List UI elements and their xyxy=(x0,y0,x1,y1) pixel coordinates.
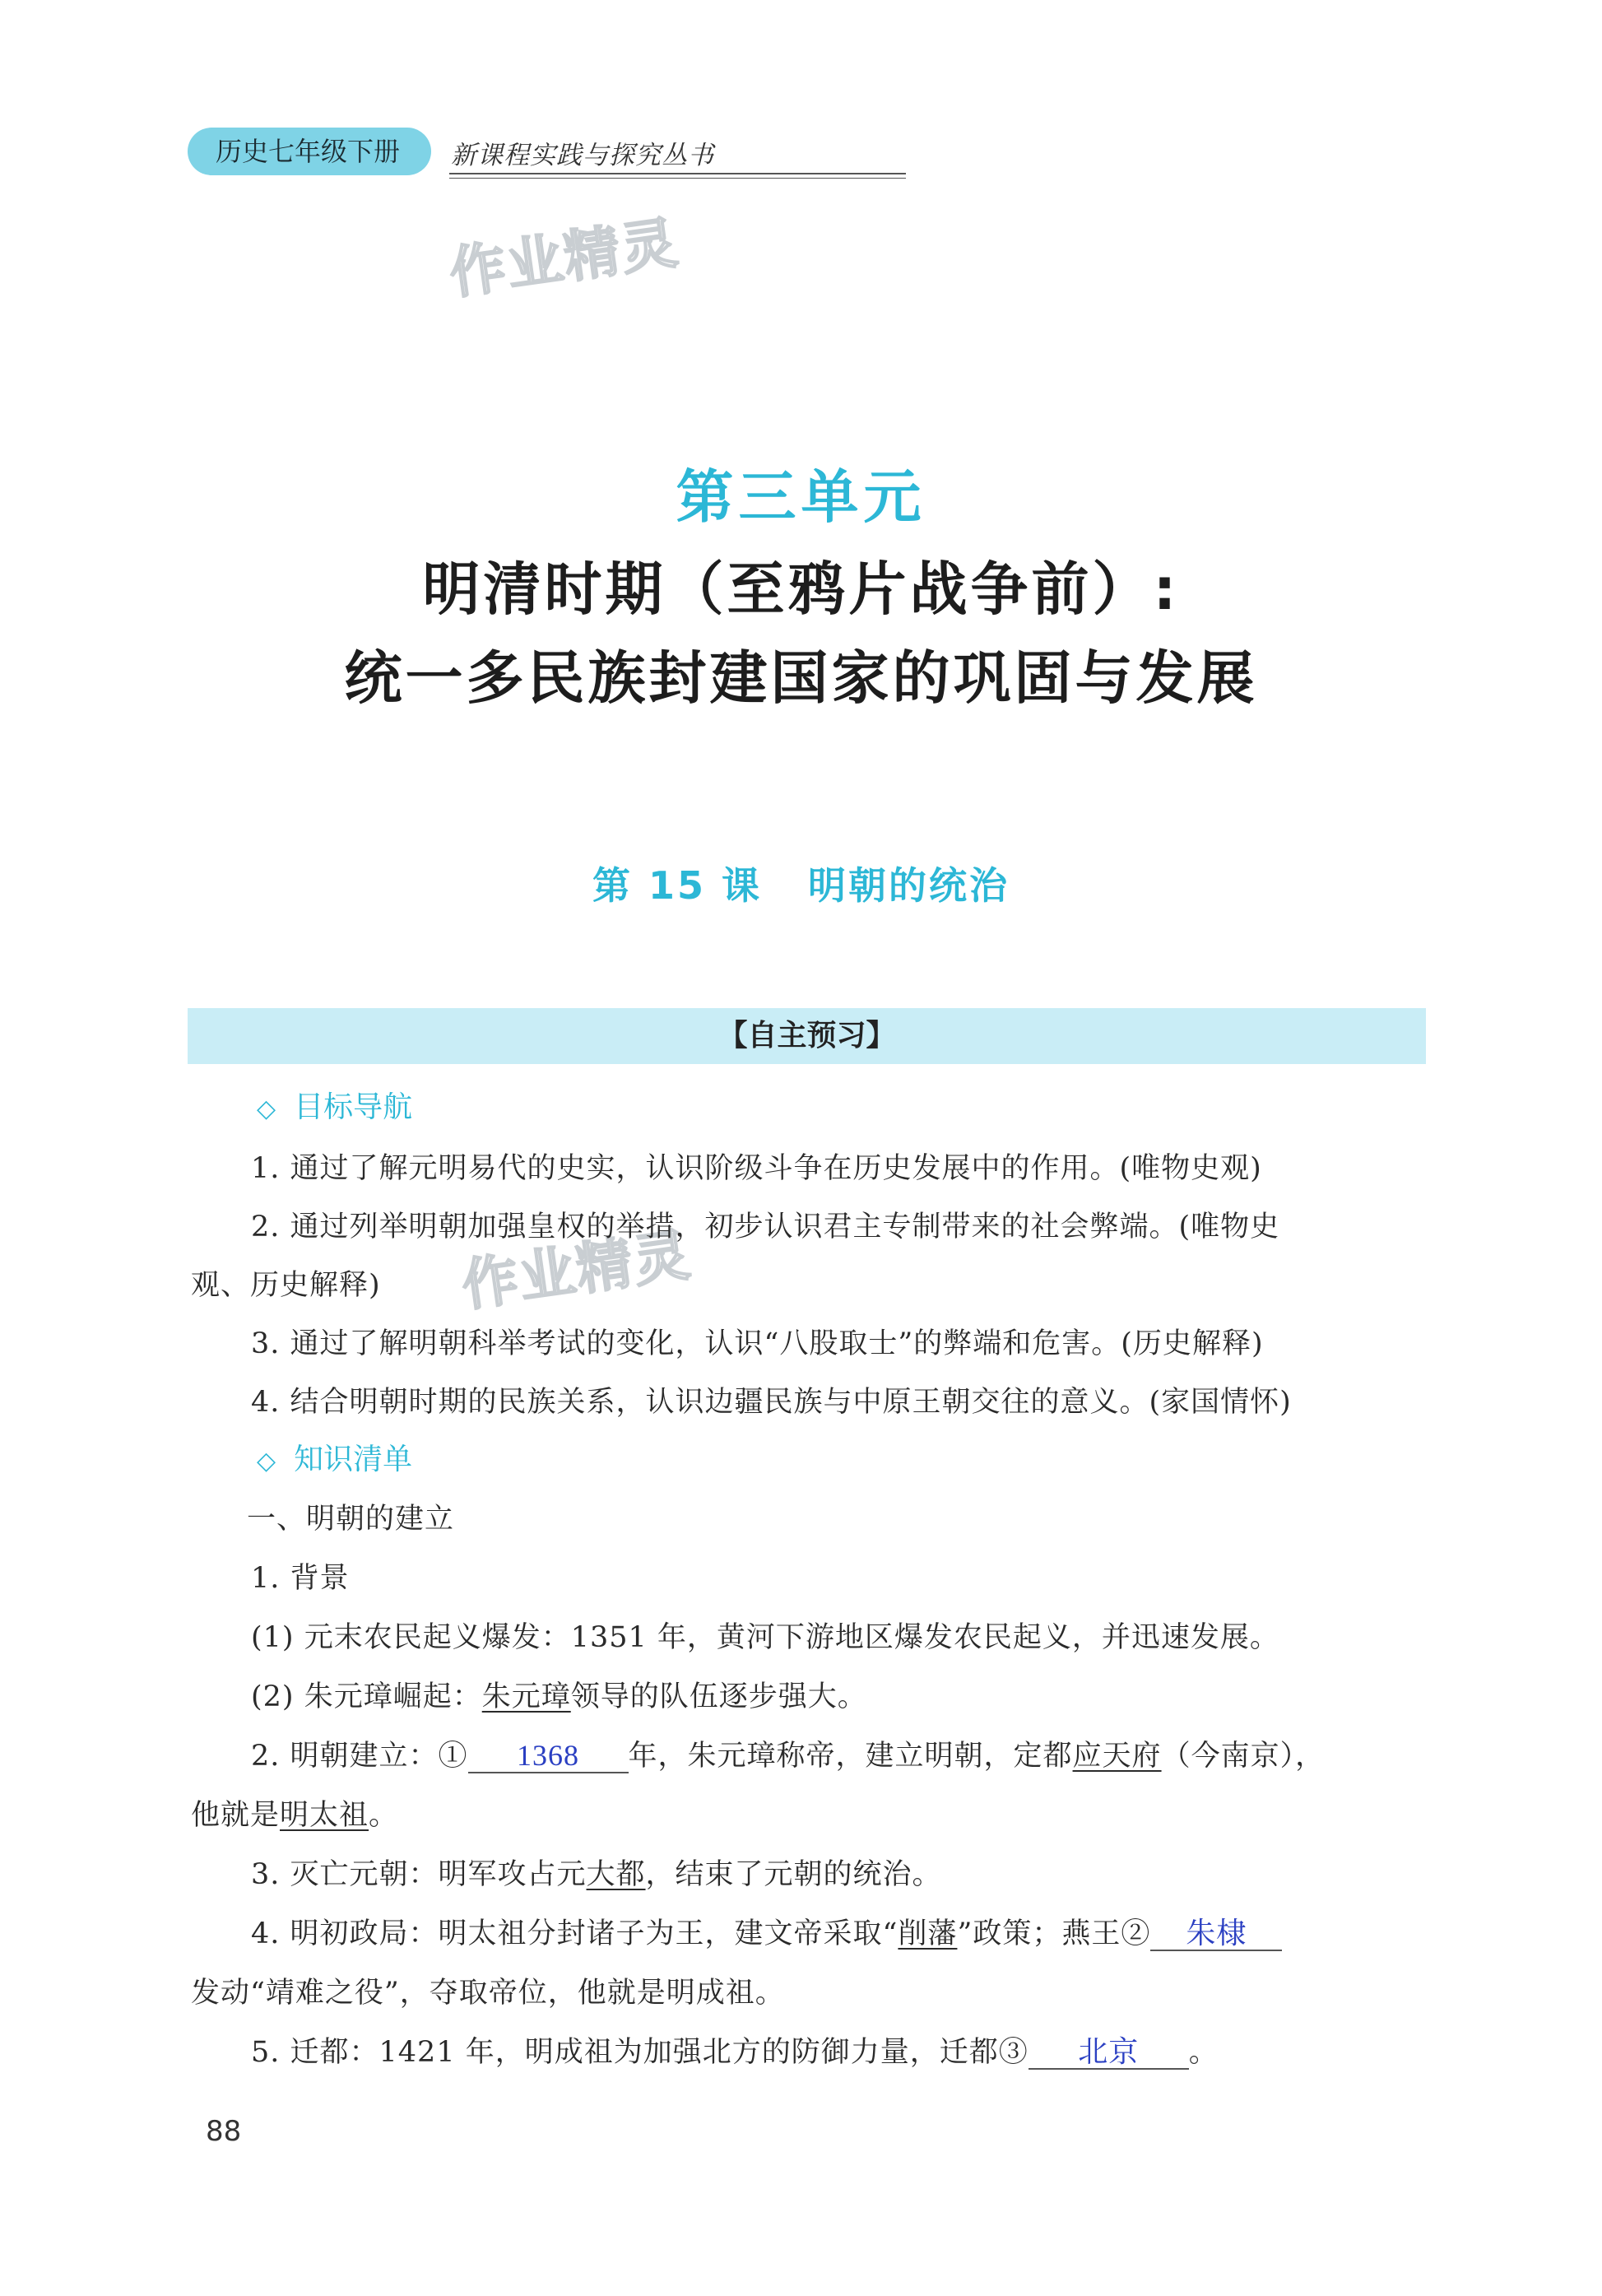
book-title-badge: 历史七年级下册 xyxy=(188,128,431,175)
diamond-icon: ◇ xyxy=(257,1095,276,1123)
politics-line-cont: 发动“靖难之役”，夺取帝位，他就是明成祖。 xyxy=(191,1977,785,2010)
goal-item-3: 3. 通过了解明朝科举考试的变化，认识“八股取士”的弊端和危害。(历史解释) xyxy=(251,1327,1264,1360)
lesson-title xyxy=(0,856,1602,910)
lesson-number: 第 15 课 xyxy=(592,863,763,908)
watermark: 作业精灵 xyxy=(457,1222,695,1320)
knowledge-heading: ◇ 知识清单 xyxy=(257,1443,413,1476)
unit-title-line1: 明清时期（至鸦片战争前）: xyxy=(422,555,1180,623)
goal-item-2: 2. 通过列举明朝加强皇权的举措，初步认识君主专制带来的社会弊端。(唯物史 xyxy=(251,1211,1280,1243)
answer-blank-1[interactable]: 1368 xyxy=(468,1739,629,1773)
lesson-name: 明朝的统治 xyxy=(808,863,1010,908)
underlined-term: 明太祖 xyxy=(280,1799,369,1832)
answer-blank-3[interactable]: 北京 xyxy=(1029,2035,1189,2070)
fall-of-yuan-line: 3. 灭亡元朝：明军攻占元大都，结束了元朝的统治。 xyxy=(251,1858,942,1891)
series-underline-thin xyxy=(449,178,906,179)
politics-line: 4. 明初政局：明太祖分封诸子为王，建文帝采取“削藩”政策；燕王② 朱棣 xyxy=(251,1911,1282,1952)
series-underline xyxy=(449,173,906,174)
watermark: 作业精灵 xyxy=(445,210,683,308)
unit-label: 第三单元 xyxy=(676,463,926,531)
establishment-line-cont: 他就是明太祖。 xyxy=(191,1799,399,1832)
section-banner: 【自主预习】 xyxy=(188,1008,1426,1064)
underlined-term: 应天府 xyxy=(1072,1740,1162,1773)
goal-item-4: 4. 结合明朝时期的民族关系，认识边疆民族与中原王朝交往的意义。(家国情怀) xyxy=(251,1386,1292,1419)
background-item-1: (1) 元末农民起义爆发：1351 年，黄河下游地区爆发农民起义，并迅速发展。 xyxy=(251,1621,1279,1654)
answer-blank-2[interactable]: 朱棣 xyxy=(1150,1917,1282,1951)
series-title: 新课程实践与探究丛书 xyxy=(451,141,714,170)
capital-move-line: 5. 迁都：1421 年，明成祖为加强北方的防御力量，迁都③ 北京 。 xyxy=(251,2035,1219,2069)
establishment-line: 2. 明朝建立：① 1368 年，朱元璋称帝，建立明朝，定都应天府（今南京）， xyxy=(251,1739,1326,1773)
background-heading: 1. 背景 xyxy=(251,1562,350,1595)
underlined-term: 削藩 xyxy=(898,1917,958,1950)
background-item-2: (2) 朱元璋崛起：朱元璋领导的队伍逐步强大。 xyxy=(251,1680,867,1713)
goal-item-2-cont: 观、历史解释) xyxy=(191,1269,381,1302)
goal-item-1: 1. 通过了解元明易代的史实，认识阶级斗争在历史发展中的作用。(唯物史观) xyxy=(251,1152,1262,1185)
page-number: 88 xyxy=(206,2115,242,2148)
underlined-term: 朱元璋 xyxy=(481,1680,571,1713)
page-header xyxy=(188,128,722,179)
unit-title-line2: 统一多民族封建国家的巩固与发展 xyxy=(344,644,1258,712)
diamond-icon: ◇ xyxy=(257,1447,276,1476)
part-heading: 一、明朝的建立 xyxy=(247,1503,455,1536)
underlined-term: 大都 xyxy=(586,1858,646,1891)
goals-heading: ◇ 目标导航 xyxy=(257,1090,413,1124)
